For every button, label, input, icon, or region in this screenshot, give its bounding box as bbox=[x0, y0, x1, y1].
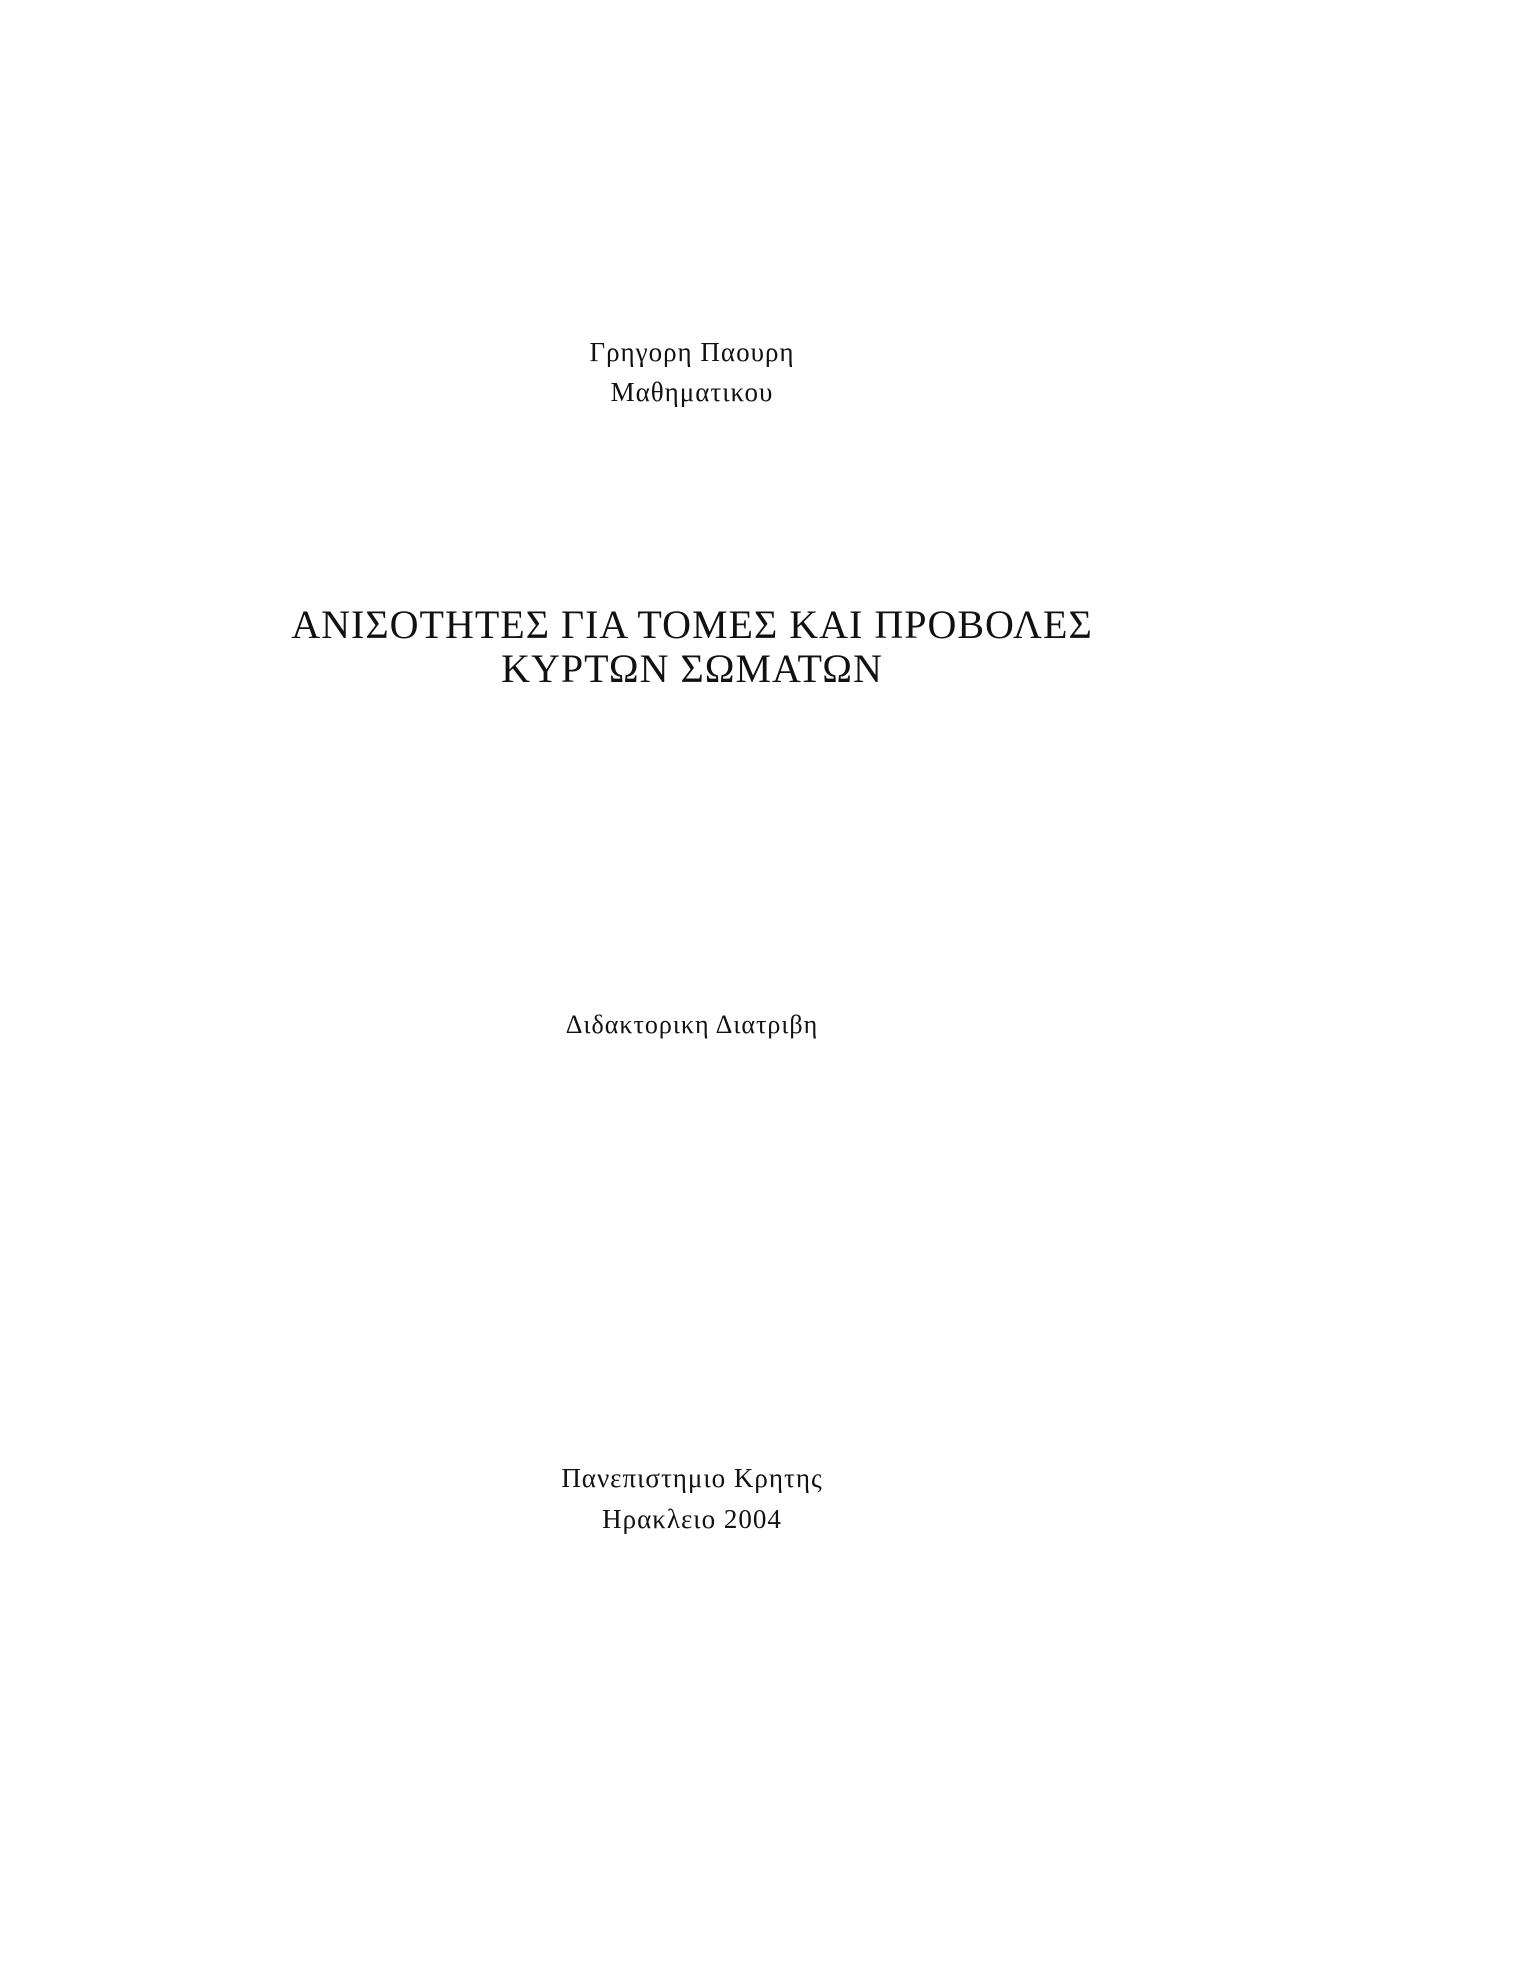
title-line-1: ΑΝΙΣΟΤΗΤΕΣ ΓΙΑ ΤΟΜΕΣ ΚΑΙ ΠΡΟΒΟΛΕΣ bbox=[291, 602, 1093, 647]
title-line-2: ΚΥΡΤΩΝ ΣΩΜΑΤΩΝ bbox=[501, 646, 883, 691]
author-name: Γρηγορη Παουρη bbox=[589, 337, 795, 367]
document-type: Διδακτορικη Διατριβη bbox=[565, 1010, 819, 1039]
institution-block bbox=[0, 1458, 1384, 1540]
author-block bbox=[0, 332, 1384, 412]
university-name: Πανεπιστημιο Κρητης bbox=[561, 1463, 823, 1493]
thesis-title bbox=[0, 603, 1384, 691]
document-type-block bbox=[0, 1005, 1384, 1045]
city-year: Ηρακλειο 2004 bbox=[602, 1504, 782, 1534]
author-profession: Μαθηματικου bbox=[610, 377, 774, 407]
